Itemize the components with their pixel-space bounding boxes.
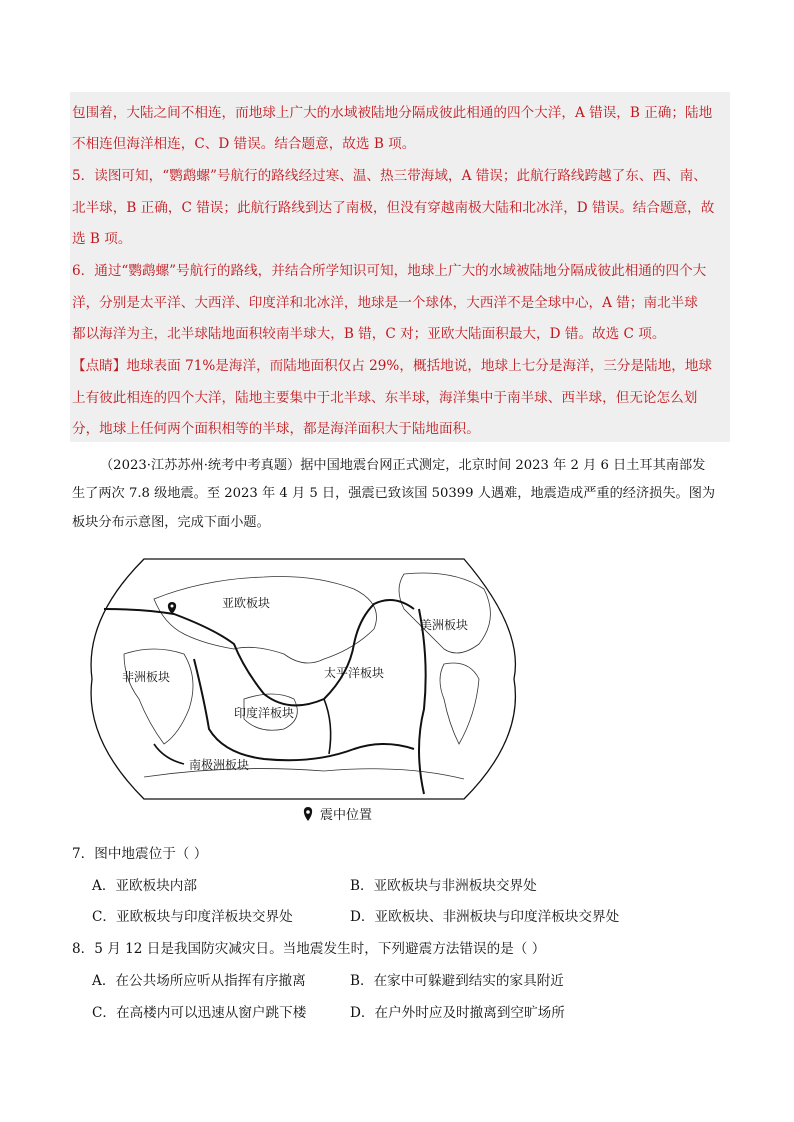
option-b[interactable]: B．在家中可躲避到结实的家具附近 [350, 973, 564, 989]
option-c[interactable]: C．在高楼内可以迅速从窗户跳下楼 [92, 1005, 307, 1021]
answer-line: 6．通过“鹦鹉螺”号航行的路线，并结合所学知识可知，地球上广大的水域被陆地分隔成彼此相通的四个大 [72, 263, 707, 279]
plate-map [84, 549, 524, 809]
answer-line: 都以海洋为主，北半球陆地面积较南半球大，B 错，C 对；亚欧大陆面积最大，D 错。故选 C 项。 [72, 326, 666, 342]
question-intro-line: 板块分布示意图，完成下面小题。 [72, 515, 270, 530]
tip-line: 分，地球上任何两个面积相等的半球，都是海洋面积大于陆地面积。 [72, 421, 480, 437]
tip-line: 上有彼此相连的四个大洋，陆地主要集中于北半球、东半球，海洋集中于南半球、西半球，但无论怎么划 [72, 390, 698, 406]
answer-line: 5．读图可知，“鹦鹉螺”号航行的路线经过寒、温、热三带海域，A 错误；此航行路线跨越了东、西、南、 [72, 168, 707, 184]
answer-line: 北半球，B 正确，C 错误；此航行路线到达了南极，但没有穿越南极大陆和北冰洋，D 错误。结合题意，故 [72, 200, 715, 216]
tip-tag: 【点睛】 [72, 358, 127, 374]
answer-line: 洋，分别是太平洋、大西洋、印度洋和北冰洋，地球是一个球体，大西洋不是全球中心，A 错；南北半球 [72, 295, 698, 311]
question-intro-line: （2023·江苏苏州·统考中考真题）据中国地震台网正式测定，北京时间 2023 年 2 月 6 日土耳其南部发 [100, 458, 706, 473]
question-stem: 7．图中地震位于（ ） [72, 846, 208, 862]
answer-line: 不相连但海洋相连，C、D 错误。结合题意，故选 B 项。 [72, 136, 416, 152]
option-b[interactable]: B．亚欧板块与非洲板块交界处 [350, 878, 537, 894]
label-pacific-plate: 太平洋板块 [324, 666, 385, 680]
legend-label: 震中位置 [320, 808, 373, 823]
label-indian-plate: 印度洋板块 [234, 706, 295, 720]
label-eurasian-plate: 亚欧板块 [222, 596, 271, 610]
answer-line: 选 B 项。 [72, 231, 132, 247]
answer-line: 包围着，大陆之间不相连，而地球上广大的水域被陆地分隔成彼此相通的四个大洋，A 错误，B 正确；陆地 [72, 105, 713, 121]
question-stem: 8．5 月 12 日是我国防灾减灾日。当地震发生时，下列避震方法错误的是（ ） [72, 941, 546, 957]
tip-text: 地球表面 71%是海洋，而陆地面积仅占 29%，概括地说，地球上七分是海洋，三分是陆地，地球 [126, 358, 713, 374]
location-pin-icon [302, 806, 314, 822]
question-intro-line: 生了两次 7.8 级地震。至 2023 年 4 月 5 日，强震已致该国 50399 人遇难，地震造成严重的经济损失。图为 [72, 486, 716, 501]
label-antarctic-plate: 南极洲板块 [189, 758, 250, 772]
tip-line [72, 356, 712, 376]
option-d[interactable]: D．亚欧板块、非洲板块与印度洋板块交界处 [350, 909, 620, 925]
option-d[interactable]: D．在户外时应及时撤离到空旷场所 [350, 1005, 565, 1021]
option-a[interactable]: A．在公共场所应听从指挥有序撤离 [92, 973, 306, 989]
option-c[interactable]: C．亚欧板块与印度洋板块交界处 [92, 909, 293, 925]
label-african-plate: 非洲板块 [122, 670, 171, 684]
option-a[interactable]: A．亚欧板块内部 [92, 878, 197, 894]
plate-map-svg [84, 549, 524, 809]
label-american-plate: 美洲板块 [420, 618, 469, 632]
map-legend [302, 804, 372, 823]
